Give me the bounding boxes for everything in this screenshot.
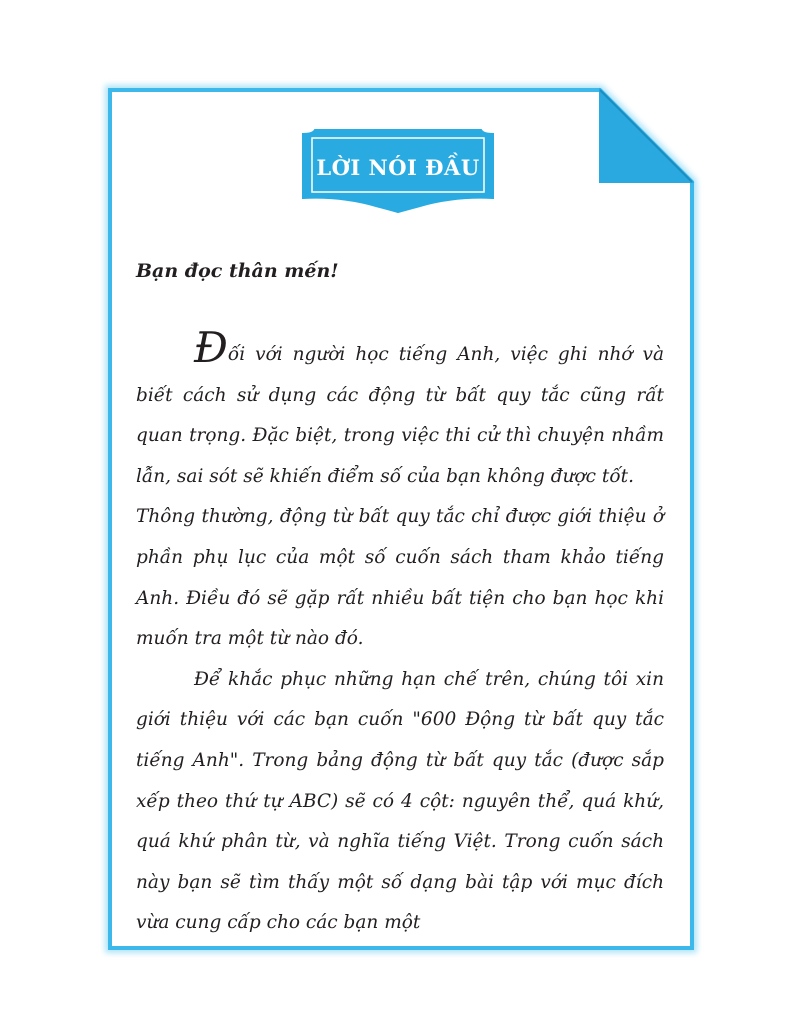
paragraph-1-text: ối với người học tiếng Anh, việc ghi nhớ và biết cách sử dụng các động từ bất quy tắc cũng rất quan trọng. Đặc biệt, trong việc thi cử thì chuyện nhầm lẫn, sai sót sẽ khiến điểm số của bạn không được tốt. (136, 344, 664, 487)
page-title: LỜI NÓI ĐẦU (316, 155, 480, 180)
greeting: Bạn đọc thân mến! (136, 260, 339, 282)
paragraph-3: Để khắc phục những hạn chế trên, chúng tôi xin giới thiệu với các bạn cuốn "600 Động từ bất quy tắc tiếng Anh". Trong bảng động từ bất quy tắc (được sắp xếp theo thứ tự ABC) sẽ có 4 cột: nguyên thể, quá khứ, quá khứ phân từ, và nghĩa tiếng Việt. Trong cuốn sách này bạn sẽ tìm thấy một số dạng bài tập với mục đích vừa cung cấp cho các bạn một (136, 668, 664, 934)
body-text (136, 323, 664, 944)
paragraph-1 (136, 323, 664, 497)
drop-cap: Đ (194, 323, 228, 372)
paragraph-2: Thông thường, động từ bất quy tắc chỉ được giới thiệu ở phần phụ lục của một số cuốn sách tham khảo tiếng Anh. Điều đó sẽ gặp rất nhiều bất tiện cho bạn học khi muốn tra một từ nào đó. (136, 506, 664, 650)
